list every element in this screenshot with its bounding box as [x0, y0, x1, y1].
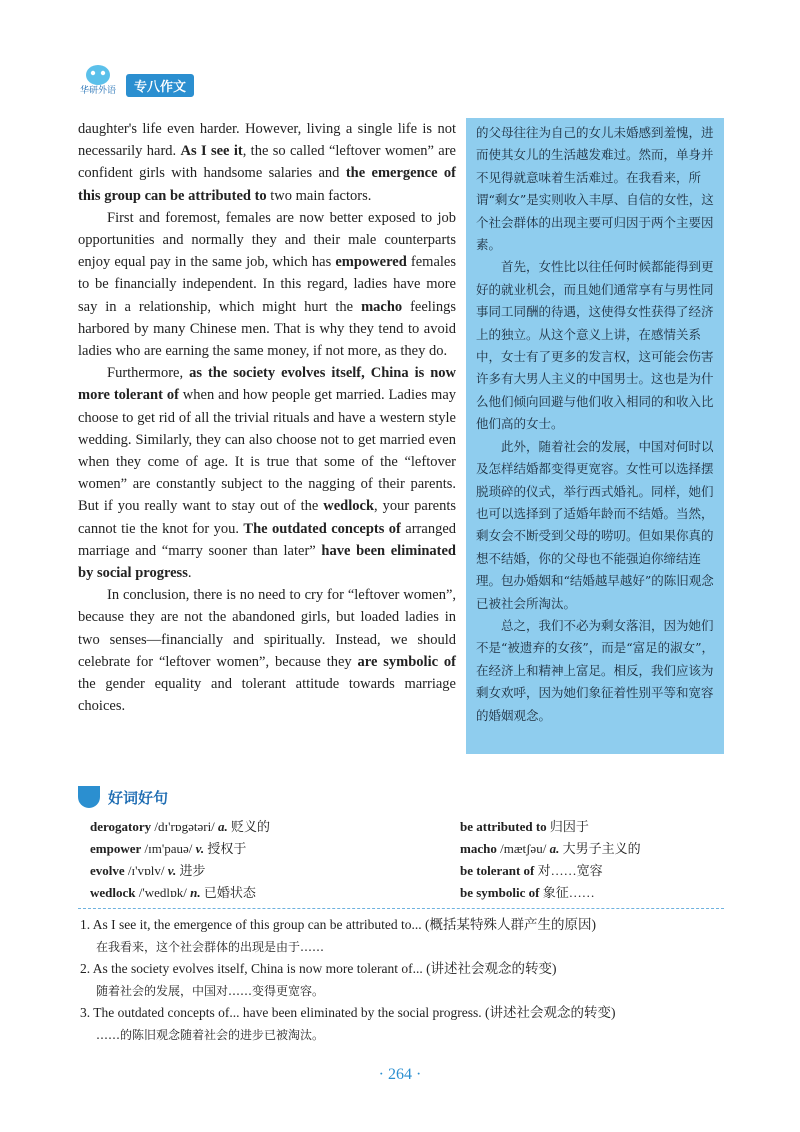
vocab-meaning: 归因于: [546, 819, 589, 834]
vocab-meaning: 授权于: [204, 841, 247, 856]
essay-english: [78, 118, 456, 717]
translation-paragraph-2: 首先，女性比以往任何时候都能得到更好的就业机会，而且她们通常享有与男性同事同工同酬的待遇，这使得女性获得了经济上的独立。从这个意义上讲，在感情关系中，女士有了更多的发言权，这可能会伤害许多有大男人主义的中国男士。这也是为什么他们倾向回避与他们收入相同的和收入比他们高的女士。: [476, 259, 714, 432]
sentence-1-zh: 在我看来，这个社会群体的出现是由于……: [96, 940, 325, 954]
vocab-word: macho: [460, 841, 497, 856]
key-phrase: are symbolic of: [357, 653, 456, 670]
publisher-logo: [74, 62, 122, 96]
section-header: [78, 786, 168, 808]
section-title: 好词好句: [108, 788, 169, 807]
vocab-pos: a.: [218, 819, 228, 834]
essay-text: First and foremost, females are now better exposed to job opportunities and normally they and their male counterparts enjoy equal pay in the same job, which has: [78, 209, 456, 271]
vocab-item: [460, 816, 710, 838]
vocab-item: [90, 838, 460, 860]
sentence-1-en: 1. As I see it, the emergence of this group can be attributed to... (概括某特殊人群产生的原因): [80, 917, 597, 932]
bookmark-icon: [78, 786, 100, 808]
essay-text: , your parents cannot tie the knot for you.: [78, 498, 456, 537]
vocab-item: [460, 838, 710, 860]
vocabulary-list: [90, 816, 710, 904]
essay-text: arranged marriage and “marry sooner than later”: [78, 520, 457, 559]
translation-paragraph-3: 此外，随着社会的发展，中国对何时以及怎样结婚都变得更宽容。女性可以选择摆脱琐碎的仪式，举行西式婚礼。同样，她们也可以选择到了适婚年龄而不结婚。当然，剩女会不断受到父母的唠叨。但如果你真的想不结婚，你的父母也不能强迫你缔结连理。包办婚姻和“结婚越早越好”的陈旧观念已被社会所淘汰。: [476, 438, 714, 611]
essay-text: daughter's life even harder. However, living a single life is not necessarily hard.: [78, 121, 456, 160]
vocab-word: empower: [90, 841, 142, 856]
essay-paragraph-4: [78, 584, 456, 717]
essay-text: two main factors.: [266, 187, 372, 204]
vocab-word: wedlock: [90, 885, 136, 900]
translation-paragraph-1: 的父母往往为自己的女儿未婚感到羞愧，进而使其女儿的生活越发难过。然而，单身并不见得就意味着生活难过。在我看来，所谓“剩女”是实则收入丰厚、自信的女性，这个社会群体的出现主要可归因于两个主要因素。: [476, 125, 714, 253]
vocab-item: [90, 816, 460, 838]
vocab-meaning: 进步: [176, 863, 206, 878]
key-phrase: As I see it: [180, 143, 243, 160]
essay-text: feelings harbored by many Chinese men. That is why they tend to avoid ladies who are earning the same money, if not more, as they do.: [78, 298, 457, 360]
sentence-3-zh: ……的陈旧观念随着社会的进步已被淘汰。: [96, 1028, 325, 1042]
vocab-item: [90, 860, 460, 882]
key-phrase: empowered: [335, 254, 407, 271]
key-phrase: macho: [361, 298, 403, 315]
essay-text: In conclusion, there is no need to cry for “leftover women”, because they are not the abandoned girls, but loaded ladies in two senses—financially and spiritually. Instead, we should celebrate for “leftover women”, because they: [78, 587, 456, 670]
translation-paragraph-4: 总之，我们不必为剩女落泪，因为她们不是“被遗弃的女孩”，而是“富足的淑女”，在经济上和精神上富足。相反，我们应该为剩女欢呼，因为她们象征着性别平等和宽容的婚姻观念。: [476, 617, 715, 723]
vocab-word: be attributed to: [460, 819, 547, 834]
vocab-word: be symbolic of: [460, 885, 540, 900]
vocab-meaning: 贬义的: [227, 819, 271, 834]
essay-text: when and how people get married. Ladies may choose to get rid of all the trivial rituals and have a western style wedding. Similarly, they can also choose not to get married even when they come of age. It is true that some of the “leftover women” are constantly subject to the nagging of their parents. But if you really want to stay out of the: [78, 387, 457, 515]
vocab-meaning: 大男子主义的: [559, 841, 641, 856]
sentence-patterns: [80, 914, 730, 1046]
vocab-item: [460, 882, 710, 904]
sentence-2-en: 2. As the society evolves itself, China is now more tolerant of... (讲述社会观念的转变): [80, 961, 557, 976]
vocab-meaning: 对……宽容: [534, 863, 603, 878]
essay-text: the gender equality and tolerant attitude towards marriage choices.: [78, 676, 456, 715]
vocab-pos: n.: [190, 885, 201, 900]
vocab-pos: a.: [549, 841, 560, 856]
vocab-pos: v.: [167, 863, 177, 878]
vocab-phonetic: /'wedlɒk/: [135, 885, 191, 900]
essay-text: Furthermore,: [107, 365, 190, 382]
vocab-item: [90, 882, 460, 904]
essay-text: females to be financially independent. In this regard, ladies have more say in a relationship, which might hurt the: [78, 254, 456, 315]
essay-text: .: [187, 565, 192, 582]
key-phrase: The outdated concepts of: [243, 520, 401, 537]
essay-chinese-translation: [466, 118, 724, 754]
vocab-pos: v.: [195, 841, 205, 856]
vocab-phonetic: /ɪm'pauə/: [141, 841, 196, 856]
key-phrase: as the society evolves itself, China is now more tolerant of: [78, 365, 456, 404]
vocab-word: be tolerant of: [460, 863, 535, 878]
essay-paragraph-3: [78, 362, 456, 584]
page-number: · 264 ·: [378, 1066, 422, 1083]
key-phrase: the emergence of this group can be attributed to: [78, 165, 456, 204]
essay-text: , the so called “leftover women” are confident girls with handsome salaries and: [78, 143, 456, 182]
essay-paragraph-2: [78, 207, 456, 362]
vocab-phonetic: /dɪ'rɒgətəri/: [151, 819, 219, 834]
vocab-word: evolve: [90, 863, 125, 878]
vocab-phonetic: /ɪ'vɒlv/: [124, 863, 168, 878]
vocab-phonetic: /mætʃəu/: [496, 841, 550, 856]
vocab-meaning: 象征……: [539, 885, 595, 900]
dashed-divider: [78, 908, 724, 909]
vocab-meaning: 已婚状态: [200, 885, 256, 900]
key-phrase: have been eliminated by social progress: [78, 542, 456, 582]
vocab-word: derogatory: [90, 819, 152, 834]
sentence-3-en: 3. The outdated concepts of... have been eliminated by the social progress. (讲述社会观念的转变): [80, 1005, 616, 1020]
logo-text: 华研外语: [79, 86, 117, 96]
essay-paragraph-1: [78, 118, 456, 207]
sentence-2-zh: 随着社会的发展，中国对……变得更宽容。: [96, 984, 325, 998]
category-tag: 专八作文: [126, 74, 194, 97]
key-phrase: wedlock: [323, 498, 375, 515]
vocab-item: [460, 860, 710, 882]
